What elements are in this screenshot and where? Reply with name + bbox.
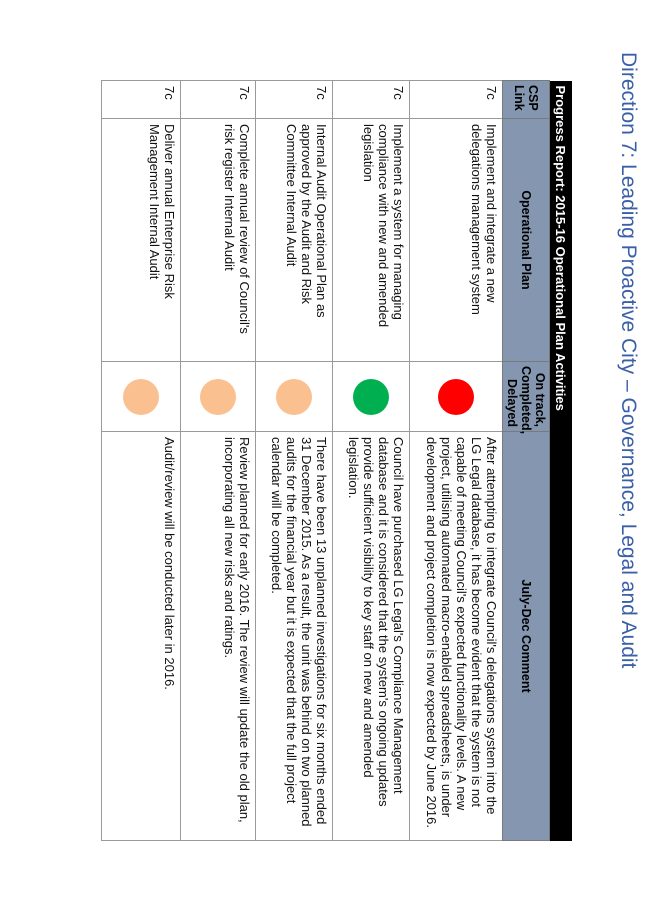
header-csp-link: CSP Link	[503, 81, 550, 119]
table-title-row	[550, 81, 573, 841]
table-row	[102, 81, 181, 841]
row-csp: 7c	[410, 81, 503, 119]
table-row	[181, 81, 256, 841]
row-status	[102, 362, 181, 432]
status-dot	[353, 379, 389, 415]
row-plan: Deliver annual Enterprise Risk Management Internal Audit	[102, 119, 181, 362]
row-comment: There have been 13 unplanned investigations for six months ended 31 December 2015. As a result, the unit was behind on two planned audits for the financial year but it is expected that the full project calendar will be completed.	[256, 432, 333, 841]
row-status	[410, 362, 503, 432]
table-row	[333, 81, 410, 841]
table-row	[410, 81, 503, 841]
row-status	[333, 362, 410, 432]
row-status	[181, 362, 256, 432]
row-comment: Audit/review will be conducted later in 2016.	[102, 432, 181, 841]
progress-report-table	[101, 80, 572, 841]
row-comment: Review planned for early 2016. The review will update the old plan, incorporating all new risks and ratings.	[181, 432, 256, 841]
row-plan: Complete annual review of Council's risk register Internal Audit	[181, 119, 256, 362]
row-csp: 7c	[333, 81, 410, 119]
status-dot	[438, 379, 474, 415]
table-row	[256, 81, 333, 841]
status-dot	[276, 379, 312, 415]
status-dot	[123, 379, 159, 415]
row-plan: Implement a system for managing compliance with new and amended legislation	[333, 119, 410, 362]
header-operational-plan: Operational Plan	[503, 119, 550, 362]
row-csp: 7c	[102, 81, 181, 119]
row-csp: 7c	[181, 81, 256, 119]
row-plan: Implement and integrate a new delegations management system	[410, 119, 503, 362]
header-status: On track, Completed, Delayed	[503, 362, 550, 432]
row-plan: Internal Audit Operational Plan as approved by the Audit and Risk Committee Internal Audit	[256, 119, 333, 362]
header-comment: July-Dec Comment	[503, 432, 550, 841]
table-header-row	[503, 81, 550, 841]
page-title: Direction 7: Leading Proactive City – Governance, Legal and Audit	[617, 52, 640, 669]
row-status	[256, 362, 333, 432]
row-comment: Council have purchased LG Legal's Compliance Management database and it is considered that the system's ongoing updates provide sufficient visibility to key staff on new and amended legislation.	[333, 432, 410, 841]
row-comment: After attempting to integrate Council's delegations system into the LG Legal database, it has become evident that the system is not capable of meeting Council's expected functionality levels. A new project, utilising automated macro-enabled spreadsheets, is under development and project completion is now expected by June 2016.	[410, 432, 503, 841]
row-csp: 7c	[256, 81, 333, 119]
status-dot	[200, 379, 236, 415]
table-title: Progress Report: 2015-16 Operational Plan Activities	[550, 81, 573, 841]
